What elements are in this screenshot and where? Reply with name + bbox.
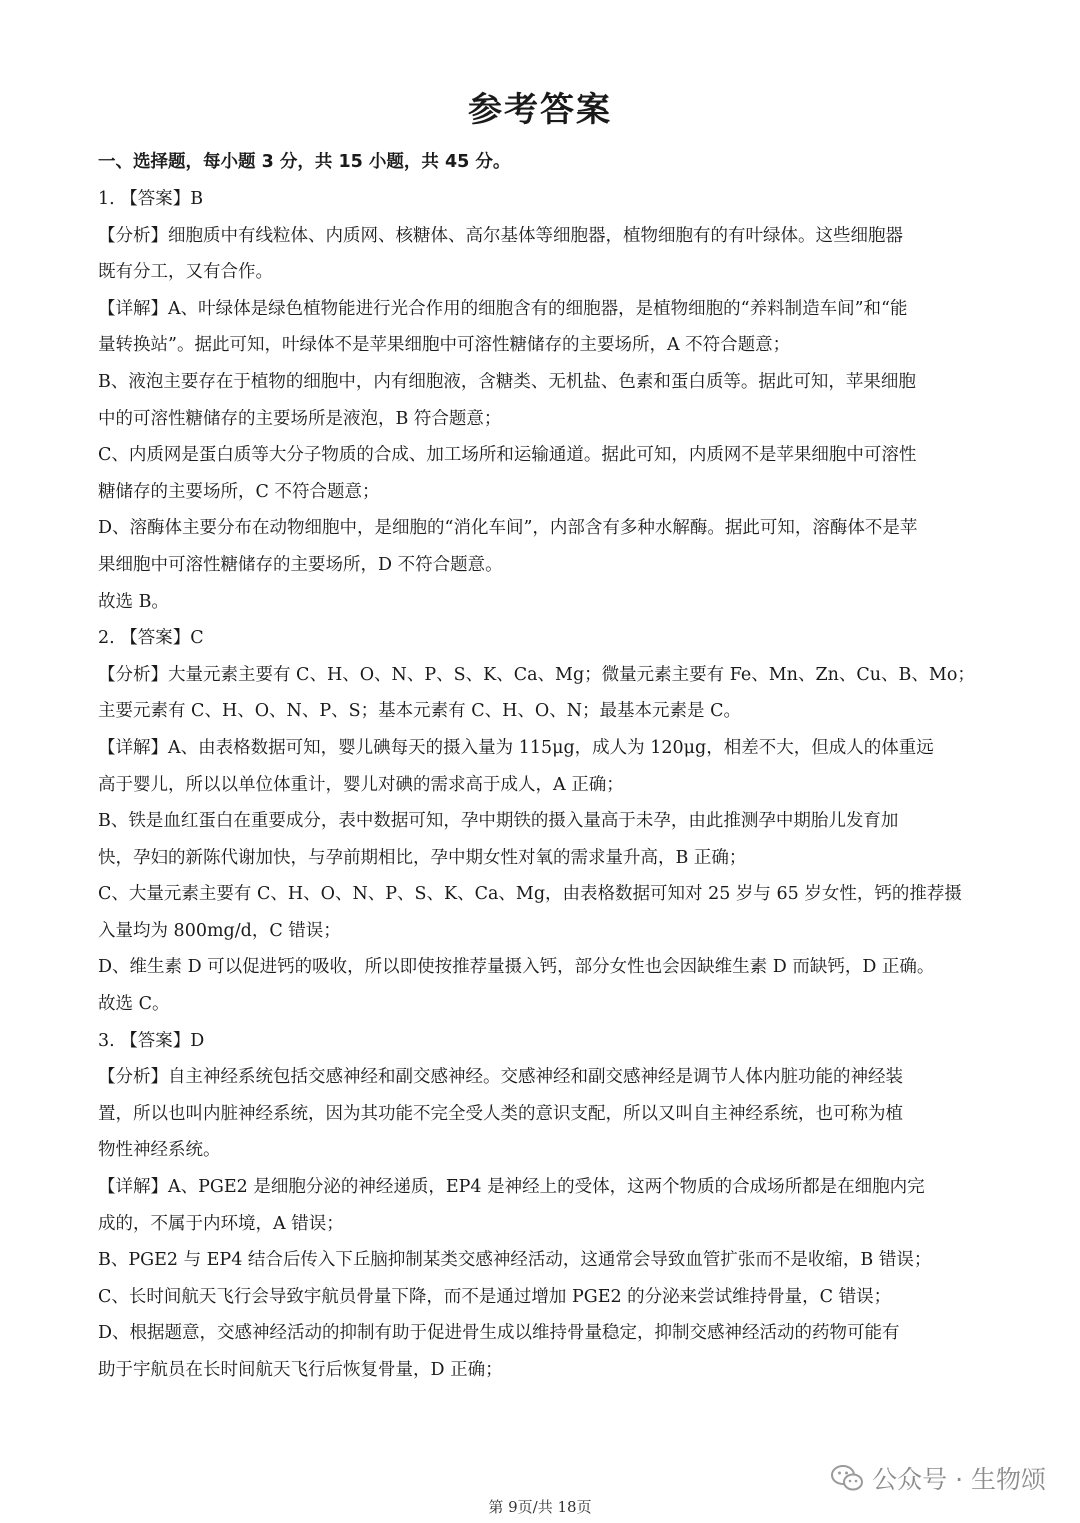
text-line: B、铁是血红蛋白在重要成分，表中数据可知，孕中期铁的摄入量高于未孕，由此推测孕中期胎儿发育加 — [98, 811, 899, 832]
page-number: 第 9页/共 18页 — [488, 1498, 592, 1516]
text-line: 【详解】A、叶绿体是绿色植物能进行光合作用的细胞含有的细胞器，是植物细胞的“养料制造车间”和“能 — [98, 298, 908, 319]
text-line: 中的可溶性糖储存的主要场所是液泡，B 符合题意； — [98, 408, 502, 429]
text-line: 故选 B。 — [98, 591, 169, 612]
text-line: 高于婴儿，所以以单位体重计，婴儿对碘的需求高于成人，A 正确； — [98, 774, 624, 795]
text-line: 置，所以也叫内脏神经系统，因为其功能不完全受人类的意识支配，所以又叫自主神经系统，也可称为植 — [98, 1103, 903, 1124]
watermark — [830, 1460, 1046, 1496]
watermark-text: 公众号 · 生物颂 — [872, 1465, 1046, 1494]
text-line: 1. 【答案】B — [98, 189, 204, 209]
text-line: 3. 【答案】D — [98, 1030, 205, 1051]
answer-content — [98, 181, 984, 1389]
text-line: 【详解】A、由表格数据可知，婴儿碘每天的摄入量为 115μg，成人为 120μg，相差不大，但成人的体重远 — [98, 737, 934, 758]
text-line: 量转换站”。据此可知，叶绿体不是苹果细胞中可溶性糖储存的主要场所，A 不符合题意； — [98, 335, 791, 356]
page-title: 参考答案 — [468, 90, 612, 130]
text-line: C、长时间航天飞行会导致宇航员骨量下降，而不是通过增加 PGE2 的分泌来尝试维持骨量，C 错误； — [98, 1286, 892, 1307]
text-line: 【分析】细胞质中有线粒体、内质网、核糖体、高尔基体等细胞器，植物细胞有的有叶绿体。这些细胞器 — [98, 225, 903, 246]
text-line: D、根据题意，交感神经活动的抑制有助于促进骨生成以维持骨量稳定，抑制交感神经活动的药物可能有 — [98, 1323, 900, 1344]
text-line: B、PGE2 与 EP4 结合后传入下丘脑抑制某类交感神经活动，这通常会导致血管扩张而不是收缩，B 错误； — [98, 1250, 932, 1271]
text-line: D、溶酶体主要分布在动物细胞中，是细胞的“消化车间”，内部含有多种水解酶。据此可知，溶酶体不是苹 — [98, 518, 918, 539]
text-line: D、维生素 D 可以促进钙的吸收，所以即使按推荐量摄入钙，部分女性也会因缺维生素 D 而缺钙，D 正确。 — [98, 957, 935, 978]
text-line: 成的，不属于内环境，A 错误； — [98, 1213, 344, 1234]
text-line: 果细胞中可溶性糖储存的主要场所，D 不符合题意。 — [98, 554, 503, 575]
text-line: C、大量元素主要有 C、H、O、N、P、S、K、Ca、Mg，由表格数据可知对 25 岁与 65 岁女性，钙的推荐摄 — [98, 884, 962, 905]
text-line: 快，孕妇的新陈代谢加快，与孕前期相比，孕中期女性对氧的需求量升高，B 正确； — [98, 847, 747, 868]
text-line: 物性神经系统。 — [98, 1140, 221, 1161]
text-line: 故选 C。 — [98, 994, 170, 1015]
text-line: 既有分工，又有合作。 — [98, 262, 273, 283]
text-line: B、液泡主要存在于植物的细胞中，内有细胞液，含糖类、无机盐、色素和蛋白质等。据此可知，苹果细胞 — [98, 371, 916, 392]
section-heading: 一、选择题，每小题 3 分，共 15 小题，共 45 分。 — [98, 152, 511, 172]
text-line: 主要元素有 C、H、O、N、P、S；基本元素有 C、H、O、N；最基本元素是 C。 — [98, 701, 741, 722]
text-line: 2. 【答案】C — [98, 628, 204, 649]
text-line: 入量均为 800mg/d，C 错误； — [98, 920, 341, 941]
text-line: C、内质网是蛋白质等大分子物质的合成、加工场所和运输通道。据此可知，内质网不是苹果细胞中可溶性 — [98, 445, 917, 466]
text-line: 糖储存的主要场所，C 不符合题意； — [98, 481, 380, 502]
text-line: 【分析】自主神经系统包括交感神经和副交感神经。交感神经和副交感神经是调节人体内脏功能的神经装 — [98, 1067, 903, 1088]
wechat-icon — [830, 1463, 864, 1493]
text-line: 助于宇航员在长时间航天飞行后恢复骨量，D 正确； — [98, 1360, 503, 1380]
text-line: 【分析】大量元素主要有 C、H、O、N、P、S、K、Ca、Mg；微量元素主要有 Fe、Mn、Zn、Cu、B、Mo； — [98, 664, 975, 685]
text-line: 【详解】A、PGE2 是细胞分泌的神经递质，EP4 是神经上的受体，这两个物质的合成场所都是在细胞内完 — [98, 1177, 925, 1198]
